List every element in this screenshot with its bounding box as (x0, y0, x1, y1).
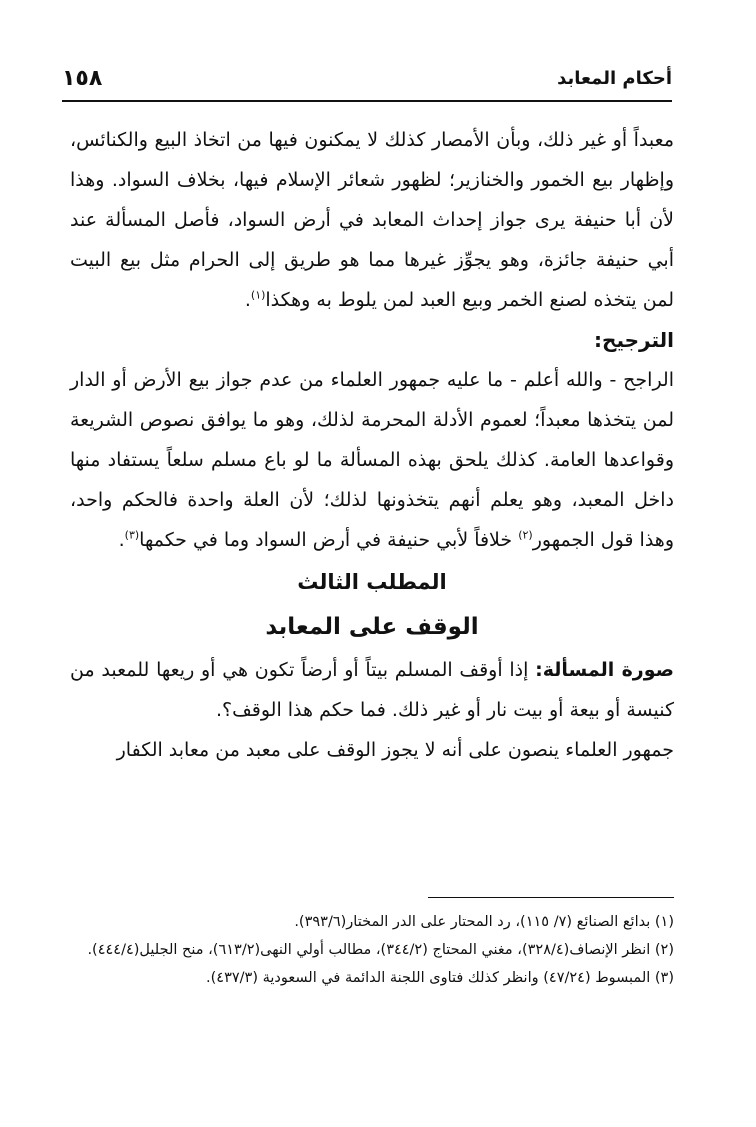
running-header (62, 66, 672, 102)
footnotes (70, 908, 674, 992)
footnote-ref-3: (٣) (124, 528, 140, 542)
issue-label: صورة المسألة: (535, 659, 674, 681)
issue-paragraph (70, 650, 674, 730)
header-title: أحكام المعابد (557, 68, 672, 89)
paragraph-1-end: . (244, 289, 251, 311)
footnote-ref-2: (٢) (518, 528, 533, 542)
paragraph-2-text-b: خلافاً لأبي حنيفة في أرض السواد وما في حكمها (139, 529, 519, 551)
footnote-3: (٣) المبسوط (٤٧/٢٤) وانظر كذلك فتاوى اللجنة الدائمة في السعودية (٤٣٧/٣). (206, 970, 674, 986)
section-heading: المطلب الثالث (297, 570, 447, 594)
last-line: جمهور العلماء ينصون على أنه لا يجوز الوقف على معبد من معابد الكفار (116, 739, 674, 761)
footnote-separator (428, 897, 674, 898)
footnote-1: (١) بدائع الصنائع (٧/ ١١٥)، رد المحتار على الدر المختار(٣٩٣/٦). (294, 914, 674, 930)
paragraph-1 (70, 120, 674, 320)
issue-text: إذا أوقف المسلم بيتاً أو أرضاً تكون هي أو ريعها للمعبد من كنيسة أو بيعة أو بيت نار أو غير ذلك. فما حكم هذا الوقف؟. (70, 659, 674, 721)
paragraph-2 (70, 360, 674, 560)
page-number: ١٥٨ (62, 66, 103, 91)
main-text (70, 120, 674, 770)
header-rule (62, 100, 672, 102)
paragraph-2-end: . (118, 529, 125, 551)
footnote-ref-1: (١) (250, 288, 266, 302)
footnote-2: (٢) انظر الإنصاف(٣٢٨/٤)، مغني المحتاج (٣٤٤/٢)، مطالب أولي النهى(٦١٣/٢)، منح الجليل(٤٤٤/٤). (87, 942, 674, 958)
paragraph-2-text-a: الراجح - والله أعلم - ما عليه جمهور العلماء من عدم جواز بيع الأرض أو الدار لمن يتخذها معبداً؛ لعموم الأدلة المحرمة لذلك، وهو ما يوافق نصوص الشريعة وقواعدها العامة. كذلك يلحق بهذه المسألة ما لو باع مسلم سلعاً يستفاد منها داخل المعبد، وهو يعلم أنهم يتخذونها لذلك؛ لأن العلة واحدة فالحكم واحد، وهذا قول الجمهور (70, 369, 674, 551)
tarjih-heading: الترجيح: (594, 328, 674, 352)
paragraph-1-text: معبداً أو غير ذلك، وبأن الأمصار كذلك لا يمكنون فيها من اتخاذ البيع والكنائس، وإظهار بيع الخمور والخنازير؛ لظهور شعائر الإسلام فيها، بخلاف السواد. وهذا لأن أبا حنيفة يرى جواز إحداث المعابد في أرض السواد، فأصل المسألة عند أبي حنيفة جائزة، وهو يجوِّز غيرها مما هو طريق إلى الحرام مثل بيع البيت لمن يتخذه لصنع الخمر وبيع العبد لمن يلوط به وهكذا (70, 129, 674, 311)
topic-heading: الوقف على المعابد (265, 614, 479, 640)
